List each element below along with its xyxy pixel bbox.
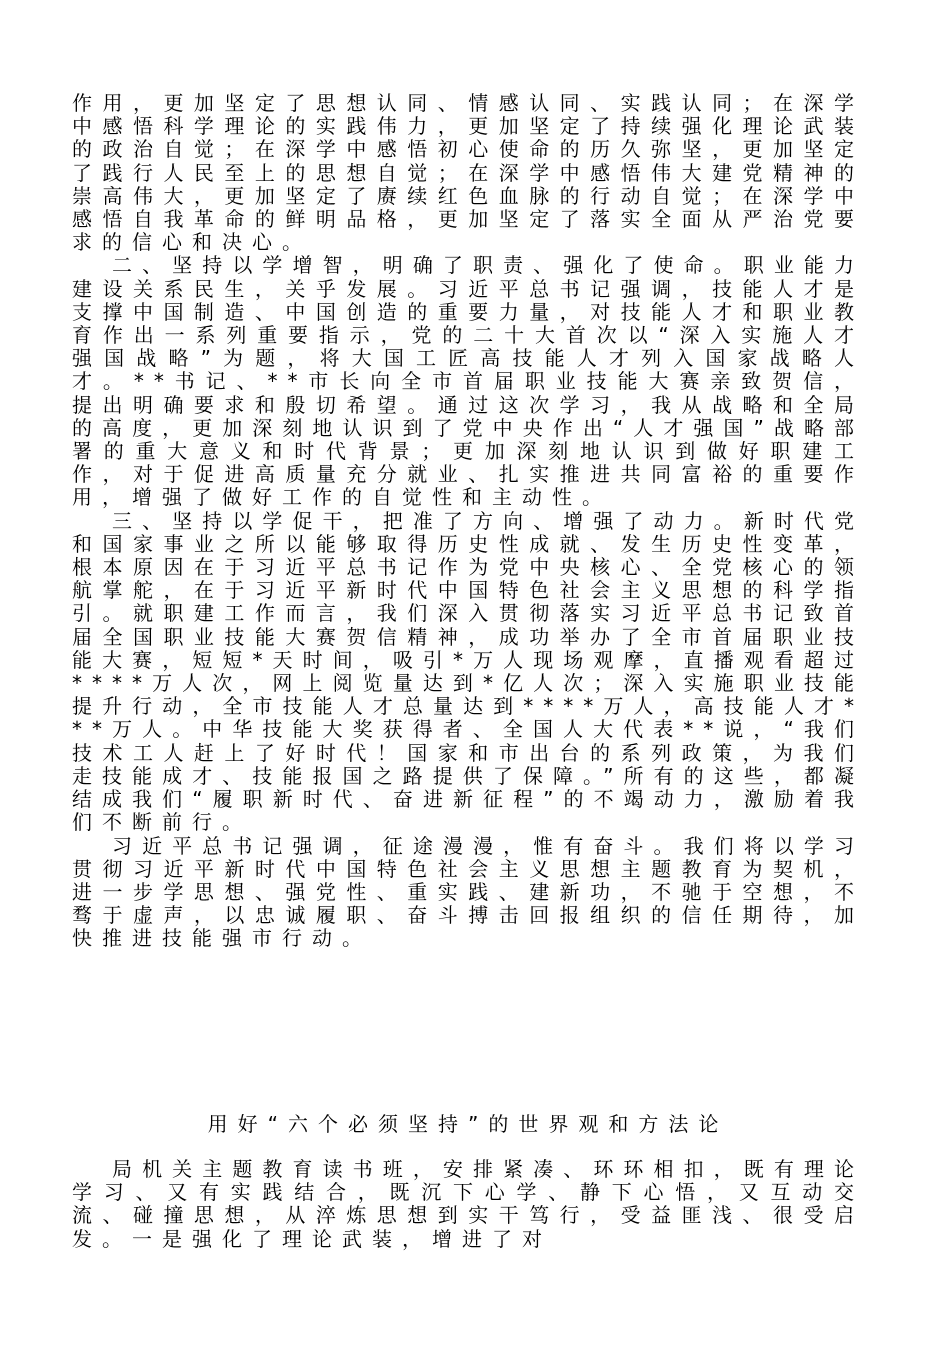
paragraph-4: 习近平总书记强调，征途漫漫，惟有奋斗。我们将以学习贯彻习近平新时代中国特色社会主义思想主题教育为契机，进一步学思想、强党性、重实践、建新功，不驰于空想，不骛于虚声，以忠诚履职、奋斗搏击回报组织的信任期待，加快推进技能强市行动。 (72, 833, 864, 951)
paragraph-1: 作用，更加坚定了思想认同、情感认同、实践认同；在深学中感悟科学理论的实践伟力，更加坚定了持续强化理论武装的政治自觉；在深学中感悟初心使命的历久弥坚，更加坚定了践行人民至上的思想自觉；在深学中感悟伟大建党精神的崇高伟大，更加坚定了赓续红色血脉的行动自觉；在深学中感悟自我革命的鲜明品格，更加坚定了落实全面从严治党要求的信心和决心。 (72, 91, 864, 255)
paragraph-3: 三、坚持以学促干，把准了方向、增强了动力。新时代党和国家事业之所以能够取得历史性成就、发生历史性变革，根本原因在于习近平总书记作为党中央核心、全党核心的领航掌舵，在于习近平新时代中国特色社会主义思想的科学指引。就职建工作而言，我们深入贯彻落实习近平总书记致首届全国职业技能大赛贺信精神，成功举办了全市首届职业技能大赛，短短*天时间，吸引*万人现场观摩，直播观看超过****万人次，网上阅览量达到*亿人次；深入实施职业技能提升行动，全市技能人才总量达到****万人，高技能人才***万人。中华技能大奖获得者、全国人大代表**说，“我们技术工人赶上了好时代！国家和市出台的系列政策，为我们走技能成才、技能报国之路提供了保障。”所有的这些，都凝结成我们“履职新时代、奋进新征程”的不竭动力，激励着我们不断前行。 (72, 508, 864, 835)
section-paragraph: 局机关主题教育读书班，安排紧凑、环环相扣，既有理论学习、又有实践结合，既沉下心学、静下心悟，又互动交流、碰撞思想，从淬炼思想到实干笃行，受益匪浅、很受启发。一是强化了理论武装，增进了对 (72, 1157, 864, 1251)
section-title: 用好“六个必须坚持”的世界观和方法论 (207, 1112, 729, 1136)
section-body (72, 1158, 864, 1251)
document-body (72, 92, 864, 951)
paragraph-2: 二、坚持以学增智，明确了职责、强化了使命。职业能力建设关系民生，关乎发展。习近平总书记强调，技能人才是支撑中国制造、中国创造的重要力量，对技能人才和职业教育作出一系列重要指示，党的二十大首次以“深入实施人才强国战略”为题，将大国工匠高技能人才列入国家战略人才。**书记、**市长向全市首届职业技能大赛亲致贺信，提出明确要求和殷切希望。通过这次学习，我从战略和全局的高度，更加深刻地认识到了党中央作出“人才强国”战略部署的重大意义和时代背景；更加深刻地认识到做好职建工作，对于促进高质量充分就业、扎实推进共同富裕的重要作用，增强了做好工作的自觉性和主动性。 (72, 253, 864, 510)
